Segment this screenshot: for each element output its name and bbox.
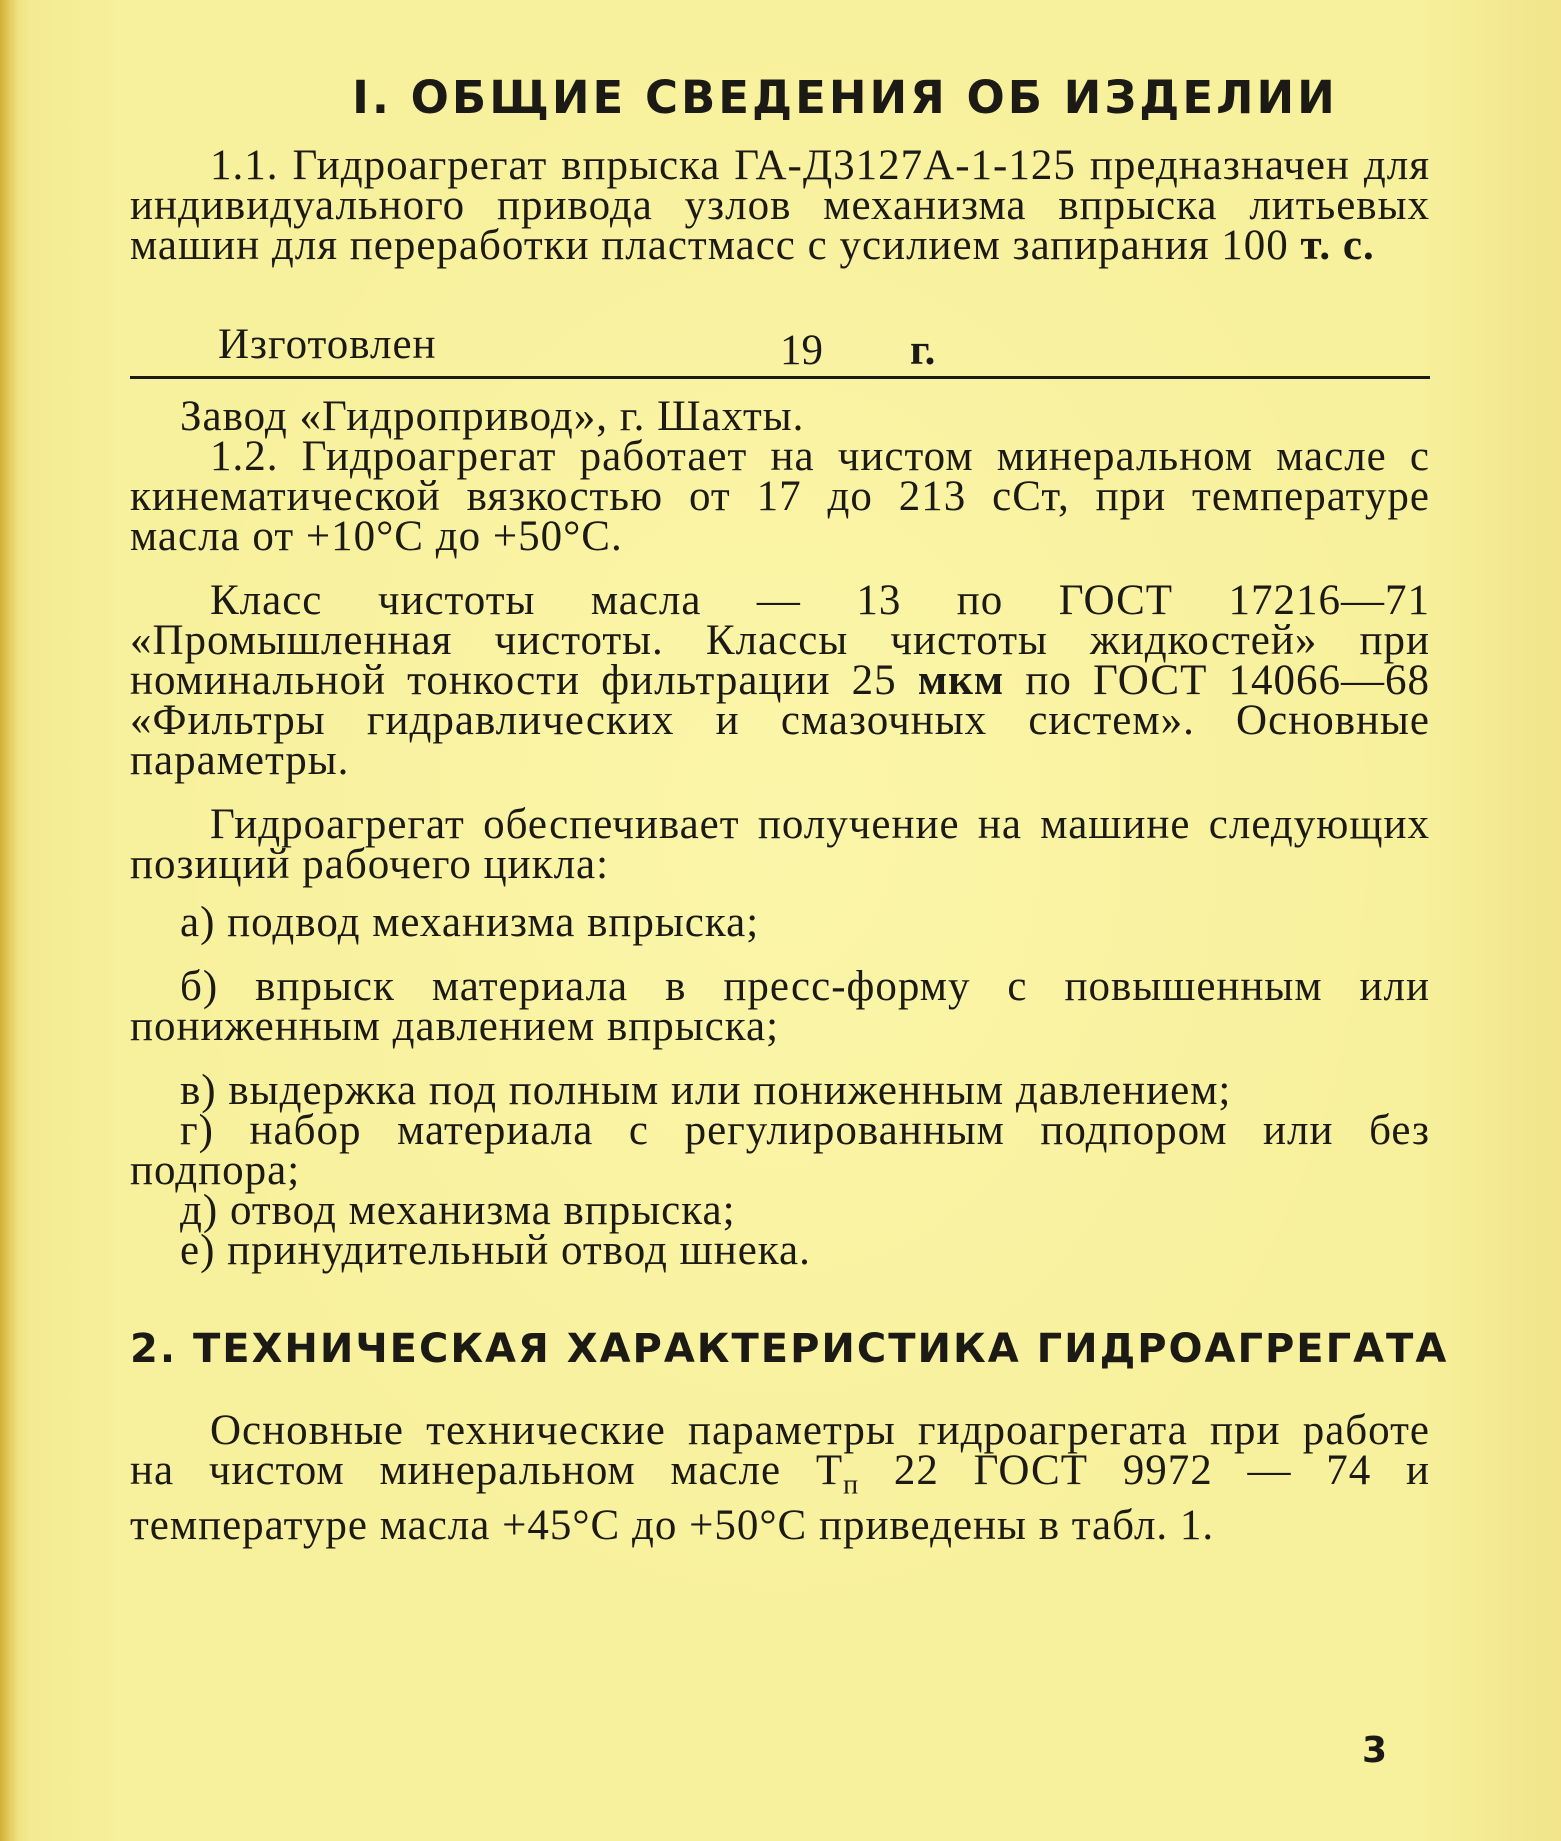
oil-purity-paragraph: [130, 577, 1431, 784]
factory-line: Завод «Гидропривод», г. Шахты.: [180, 393, 805, 440]
paragraph-1-2: 1.2. Гидроагрегат работает на чистом минеральном масле с кинематической вязкостью от 17 до 213 сСт, при температуре масла от +10°С до +50°С.: [130, 433, 1430, 560]
paragraph-1-1-text: 1.1. Гидроагрегат впрыска ГА-Д3127А-1-125 предназначен для индивидуального привода узлов механизма впрыска литьевых машин для переработки пластмасс с усилием запирания 100: [130, 142, 1430, 269]
paper-left-edge: [0, 0, 18, 1841]
cycle-item-b: б) впрыск материала в пресс-форму с повышенным или пониженным давлением впрыска;: [130, 963, 1430, 1050]
oil-purity-text-a: Класс чистоты масла — 13 по ГОСТ 17216—71 «Промышленная чистоты. Классы чистоты жидкостей» при номинальной тонкости фильтрации 25: [130, 577, 1430, 704]
cycle-item-c: в) выдержка под полным или пониженным давлением;: [180, 1067, 1232, 1114]
list-item: [130, 899, 1430, 946]
cycle-item-d: г) набор материала с регулированным подпором или без подпора;: [130, 1107, 1430, 1194]
manufacture-date-line: [130, 306, 1430, 379]
cycle-item-a: а) подвод механизма впрыска;: [180, 899, 760, 946]
oil-grade-subscript: п: [843, 1469, 860, 1501]
section-2-paragraph: [130, 1407, 1431, 1549]
section-2-title: 2. ТЕХНИЧЕСКАЯ ХАРАКТЕРИСТИКА ГИДРОАГРЕГАТА: [130, 1326, 1449, 1372]
cycle-item-e: д) отвод механизма впрыска;: [180, 1187, 736, 1234]
force-unit: т. с.: [1300, 222, 1375, 269]
section-2-text-b: 22 ГОСТ 9972 — 74 и температуре масла +45°С до +50°С приведены в табл. 1.: [130, 1447, 1431, 1549]
list-item: [130, 1067, 1430, 1114]
made-year-suffix: г.: [910, 327, 936, 374]
cycle-intro: Гидроагрегат обеспечивает получение на машине следующих позиций рабочего цикла:: [130, 801, 1430, 888]
section-2-text-a: Основные технические параметры гидроагрегата при работе на чистом минеральном масле Т: [130, 1407, 1430, 1494]
oil-purity-text-b: по ГОСТ 14066—68 «Фильтры гидравлических и смазочных систем». Основные параметры.: [130, 657, 1431, 784]
list-item: [130, 963, 1430, 1050]
paragraph-1-1: [130, 142, 1430, 269]
list-item: [130, 1227, 1430, 1274]
section-1-title: I. ОБЩИЕ СВЕДЕНИЯ ОБ ИЗДЕЛИИ: [352, 71, 1338, 124]
made-year: 19: [780, 327, 823, 374]
list-item: [130, 1107, 1430, 1194]
cycle-list: [130, 899, 1430, 1274]
micron-unit: мкм: [917, 657, 1005, 704]
list-item: [130, 1187, 1430, 1234]
page-number: 3: [1362, 1730, 1388, 1771]
cycle-item-f: е) принудительный отвод шнека.: [180, 1227, 811, 1274]
made-label: Изготовлен: [218, 321, 437, 368]
page-content: [130, 71, 1449, 1549]
